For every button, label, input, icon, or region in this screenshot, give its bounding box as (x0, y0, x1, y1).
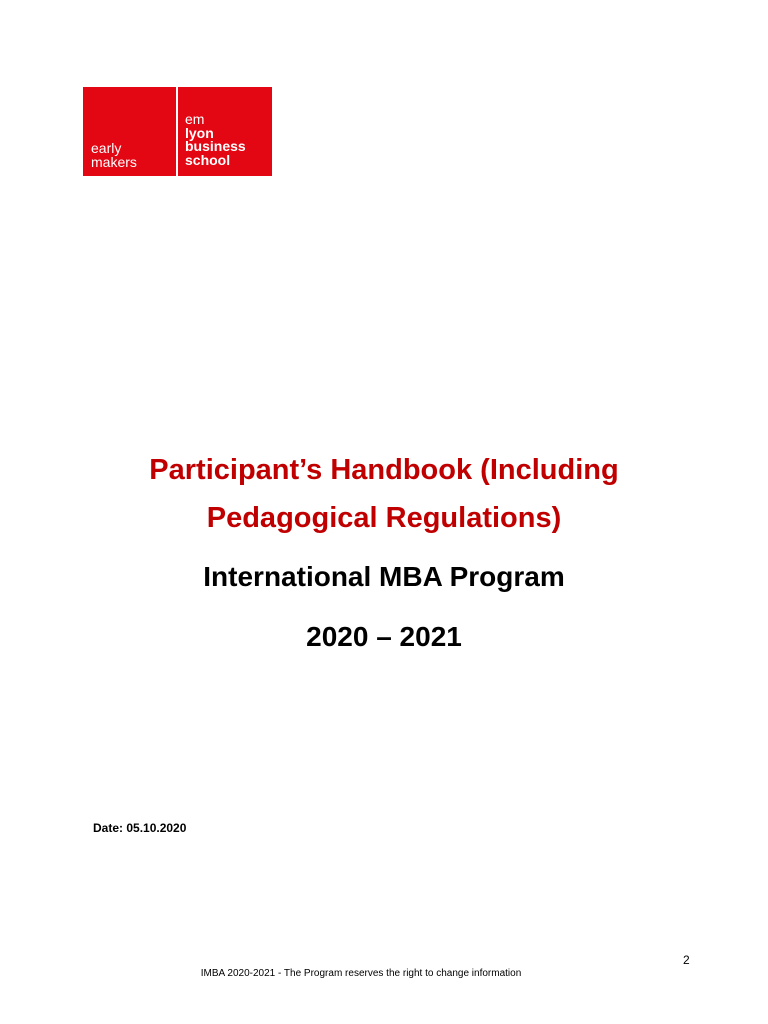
logo-line-business: business (185, 138, 246, 154)
document-title (0, 446, 768, 542)
page-footer: IMBA 2020-2021 - The Program reserves the right to change information (200, 968, 522, 979)
title-line-2: Pedagogical Regulations) (206, 502, 562, 534)
logo-line-em: em (185, 111, 205, 127)
logo-line-early: early (91, 140, 122, 156)
emlyon-logo (83, 87, 272, 176)
logo-divider (176, 87, 178, 176)
page-number: 2 (683, 953, 690, 967)
logo-left-text (91, 141, 171, 169)
program-years: 2020 – 2021 (306, 621, 462, 652)
logo-line-lyon: lyon (185, 124, 214, 141)
logo-right-text (185, 113, 270, 167)
logo-line-school: school (185, 151, 231, 168)
title-line-1: Participant’s Handbook (Including (149, 454, 619, 486)
program-name: International MBA Program (203, 561, 565, 592)
logo-line-makers: makers (91, 154, 137, 170)
document-date: Date: 05.10.2020 (93, 821, 187, 835)
